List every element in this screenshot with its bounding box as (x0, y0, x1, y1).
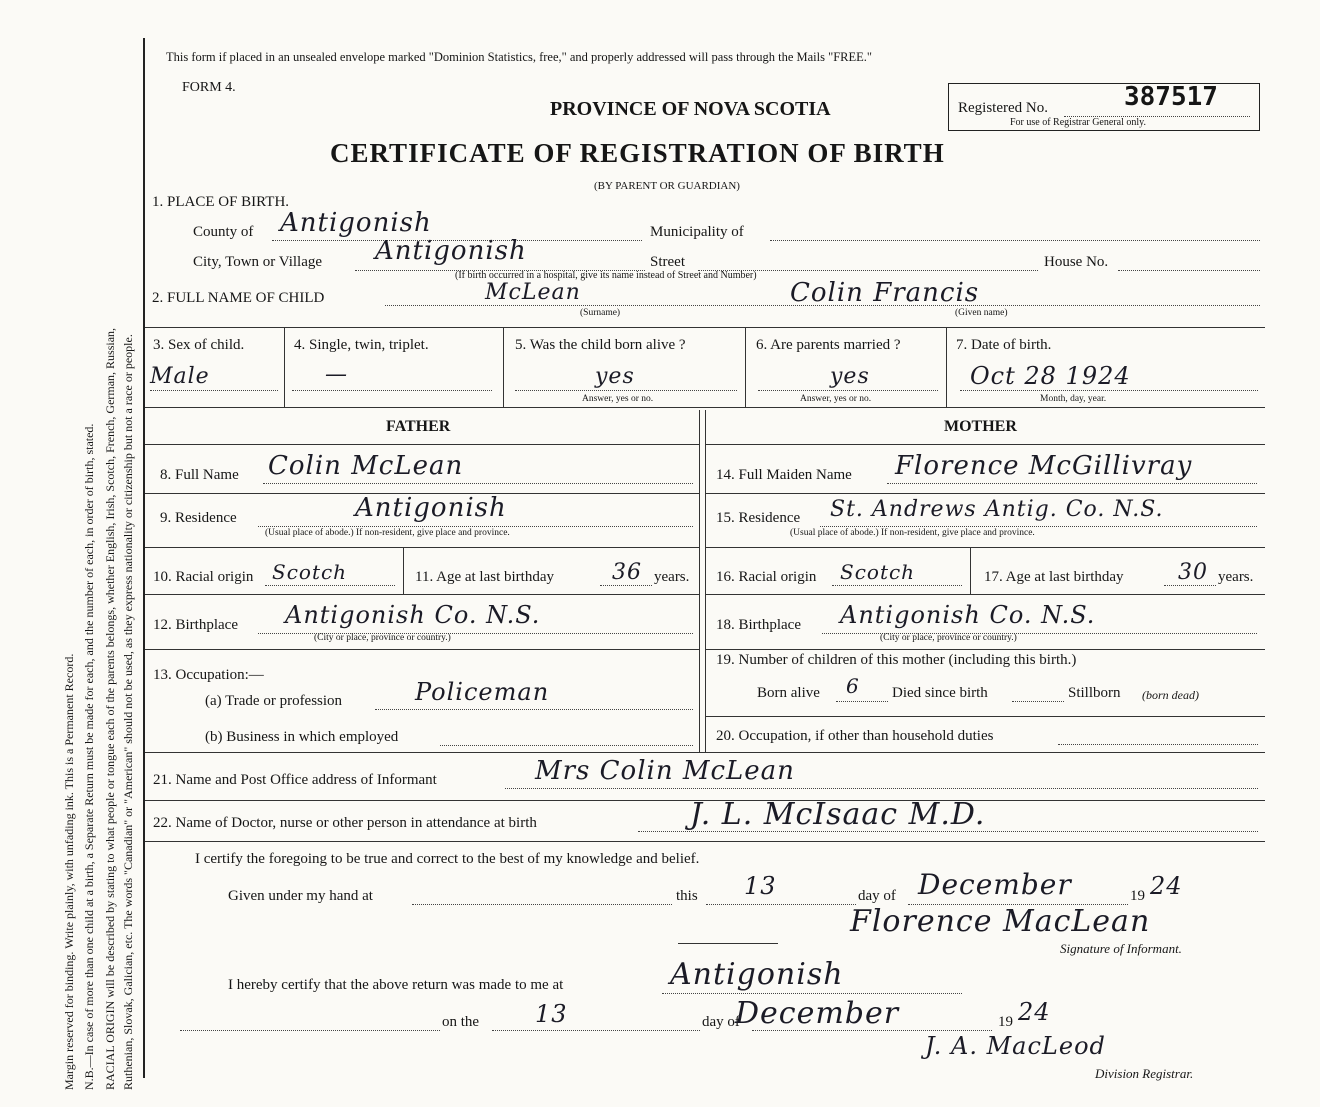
mother-racial-line (832, 585, 962, 586)
row12-border-right (705, 649, 1265, 650)
row3-divider-4 (946, 327, 947, 407)
father-birthplace-label: 12. Birthplace (153, 617, 238, 633)
row10-border-right (705, 594, 1265, 595)
certificate-title: CERTIFICATE OF REGISTRATION OF BIRTH (330, 138, 945, 168)
father-name-line (263, 483, 693, 484)
city-value: Antigonish (375, 236, 527, 266)
dob-label: 7. Date of birth. (956, 337, 1052, 353)
business-label: (b) Business in which employed (205, 729, 399, 745)
mother-racial-divider (970, 547, 971, 594)
parents-bottom-border (145, 752, 1265, 753)
registrar-month-value: December (735, 996, 900, 1031)
sex-line (150, 390, 278, 391)
stillborn-note: (born dead) (1142, 688, 1199, 702)
margin-text-4: Ruthenian, Slovak, Galician, etc. The words "Canadian" or "American" should not be used, as they express nationality or citizenship but not a race or people. (121, 334, 135, 1090)
father-res-label: 9. Residence (160, 510, 237, 526)
father-racial-label: 10. Racial origin (153, 569, 254, 585)
registrar-year-value: 24 (1018, 998, 1051, 1026)
informant-label: 21. Name and Post Office address of Informant (153, 772, 437, 788)
dob-value: Oct 28 1924 (970, 362, 1131, 390)
married-note: Answer, yes or no. (800, 394, 872, 404)
child-name-label: 2. FULL NAME OF CHILD (152, 290, 325, 306)
hospital-note: (If birth occurred in a hospital, give its name instead of Street and Number) (455, 270, 757, 281)
registered-number: 387517 (1124, 82, 1218, 112)
street-label: Street (650, 254, 685, 270)
informant-signature: Florence MacLean (850, 904, 1151, 939)
father-name-label: 8. Full Name (160, 467, 239, 483)
informant-signature-label: Signature of Informant. (1060, 941, 1182, 956)
father-birthplace-note: (City or place, province or country.) (314, 633, 451, 643)
row9-border-left (145, 547, 699, 548)
mother-name-value: Florence McGillivray (895, 451, 1193, 481)
trade-label: (a) Trade or profession (205, 693, 343, 709)
given-dayof-label: day of (858, 888, 896, 904)
registrar-signature-label: Division Registrar. (1095, 1066, 1194, 1081)
row3-top-border (145, 327, 1265, 328)
given-day-line (706, 904, 856, 905)
single-line (292, 390, 492, 391)
house-label: House No. (1044, 254, 1109, 270)
margin-text-3: RACIAL ORIGIN will be described by stating to what people or tongue each of the parents belongs, whether English, Irish, Scotch, French, German, Russian, (103, 327, 117, 1090)
mother-age-unit: years. (1218, 569, 1254, 585)
mother-heading: MOTHER (944, 418, 1017, 435)
married-label: 6. Are parents married ? (756, 337, 901, 353)
mother-age-line (1164, 585, 1216, 586)
postal-notice: This form if placed in an unsealed envelope marked "Dominion Statistics, free," and properly addressed will pass through the Mails "FREE." (166, 50, 873, 64)
mother-res-value: St. Andrews Antig. Co. N.S. (830, 497, 1164, 522)
row3-divider-2 (503, 327, 504, 407)
business-line (440, 745, 693, 746)
province-heading: PROVINCE OF NOVA SCOTIA (550, 98, 831, 120)
given-year-value: 24 (1150, 872, 1183, 900)
informant-value: Mrs Colin McLean (535, 756, 795, 786)
sex-label: 3. Sex of child. (153, 337, 245, 353)
place-heading: 1. PLACE OF BIRTH. (152, 194, 290, 210)
margin-border (143, 38, 145, 1078)
parents-center-divider-a (699, 410, 700, 752)
registrar-place-value: Antigonish (670, 957, 844, 992)
stillborn-label: Stillborn (1068, 685, 1121, 701)
alive-label: 5. Was the child born alive ? (515, 337, 686, 353)
row10-border-left (145, 594, 699, 595)
surname-note: (Surname) (580, 308, 621, 318)
registrar-day-line (492, 1030, 700, 1031)
row22-border (145, 841, 1265, 842)
father-occupation-label: 13. Occupation:— (153, 667, 264, 683)
given-day-value: 13 (744, 872, 777, 900)
married-line (758, 390, 938, 391)
died-line (1012, 701, 1064, 702)
house-line (1118, 270, 1260, 271)
father-heading: FATHER (386, 418, 451, 435)
row19-border-right (705, 716, 1265, 717)
municipality-label: Municipality of (650, 224, 744, 240)
father-age-value: 36 (612, 560, 642, 585)
heading-underline-right (705, 444, 1265, 445)
born-alive-value: 6 (846, 674, 860, 698)
sex-value: Male (150, 364, 210, 389)
dob-line (960, 390, 1258, 391)
mother-res-note: (Usual place of abode.) If non-resident, give place and province. (790, 528, 1035, 538)
born-alive-line (836, 701, 888, 702)
this-label: this (676, 888, 698, 904)
county-label: County of (193, 224, 254, 240)
died-label: Died since birth (892, 685, 988, 701)
given-month-value: December (918, 868, 1072, 901)
trade-value: Policeman (415, 678, 550, 706)
mother-occupation-label: 20. Occupation, if other than household duties (716, 728, 994, 744)
mother-res-label: 15. Residence (716, 510, 801, 526)
registered-note: For use of Registrar General only. (1010, 117, 1146, 128)
father-birthplace-value: Antigonish Co. N.S. (285, 601, 541, 629)
single-label: 4. Single, twin, triplet. (294, 337, 429, 353)
father-name-value: Colin McLean (268, 451, 464, 481)
parents-top-border (145, 407, 1265, 408)
row9-border-right (705, 547, 1265, 548)
registrar-text: I hereby certify that the above return was made to me at (228, 977, 564, 993)
county-value: Antigonish (280, 208, 432, 238)
surname-value: McLean (485, 280, 581, 305)
mother-age-value: 30 (1178, 560, 1208, 585)
row12-border-left (145, 649, 699, 650)
registrar-left-line (180, 1030, 440, 1031)
father-racial-line (265, 585, 395, 586)
dob-note: Month, day, year. (1040, 394, 1107, 404)
single-value: — (325, 362, 348, 387)
row3-divider-3 (745, 327, 746, 407)
alive-line (515, 390, 737, 391)
margin-text-2: N.B.—In case of more than one child at a birth, a Separate Return must be made for each, and the number of each, in order of birth, stated. (82, 423, 96, 1090)
children-label: 19. Number of children of this mother (including this birth.) (716, 652, 1077, 668)
mother-racial-value: Scotch (840, 560, 916, 584)
mother-name-label: 14. Full Maiden Name (716, 467, 852, 483)
doctor-value: J. L. McIsaac M.D. (690, 797, 986, 832)
registrar-day-value: 13 (535, 1000, 568, 1028)
mother-birthplace-value: Antigonish Co. N.S. (840, 601, 1096, 629)
given-label: Given under my hand at (228, 888, 373, 904)
registrar-signature: J. A. MacLeod (925, 1032, 1106, 1060)
mother-age-label: 17. Age at last birthday (984, 569, 1124, 585)
given-name-value: Colin Francis (790, 278, 980, 308)
mother-birthplace-note: (City or place, province or country.) (880, 633, 1017, 643)
married-value: yes (830, 364, 870, 389)
born-alive-label: Born alive (757, 685, 820, 701)
form-number: FORM 4. (182, 80, 236, 95)
mother-racial-label: 16. Racial origin (716, 569, 817, 585)
father-age-unit: years. (654, 569, 690, 585)
certificate-subtitle: (BY PARENT OR GUARDIAN) (594, 180, 740, 192)
doctor-label: 22. Name of Doctor, nurse or other person in attendance at birth (153, 815, 537, 831)
city-label: City, Town or Village (193, 254, 323, 270)
trade-line (375, 709, 693, 710)
registered-label: Registered No. (958, 100, 1048, 116)
row8-border-right (705, 493, 1265, 494)
alive-value: yes (595, 364, 635, 389)
father-age-label: 11. Age at last birthday (415, 569, 554, 585)
father-racial-value: Scotch (272, 560, 348, 584)
father-res-line (258, 526, 693, 527)
on-the-label: on the (442, 1014, 480, 1030)
registrar-year-prefix: 19 (998, 1014, 1013, 1030)
given-name-note: (Given name) (955, 308, 1008, 318)
short-rule (678, 943, 778, 944)
mother-res-line (820, 526, 1257, 527)
certify-text: I certify the foregoing to be true and correct to the best of my knowledge and belief. (195, 851, 700, 867)
municipality-line (770, 240, 1260, 241)
mother-birthplace-label: 18. Birthplace (716, 617, 801, 633)
informant-line (505, 788, 1258, 789)
parents-center-divider-b (705, 410, 706, 752)
father-res-value: Antigonish (355, 493, 507, 523)
margin-text-1: Margin reserved for binding. Write plainly, with unfading ink. This is a Permanent Record. (62, 653, 76, 1090)
father-racial-divider (403, 547, 404, 594)
father-age-line (600, 585, 652, 586)
registrar-dayof-label: day of (702, 1014, 740, 1030)
given-place-line (412, 904, 672, 905)
alive-note: Answer, yes or no. (582, 394, 654, 404)
father-res-note: (Usual place of abode.) If non-resident, give place and province. (265, 528, 510, 538)
mother-name-line (887, 483, 1257, 484)
heading-underline-left (145, 444, 699, 445)
mother-occupation-line (1058, 744, 1258, 745)
row3-divider-1 (284, 327, 285, 407)
given-year-prefix: 19 (1130, 888, 1145, 904)
registrar-place-line (662, 993, 962, 994)
